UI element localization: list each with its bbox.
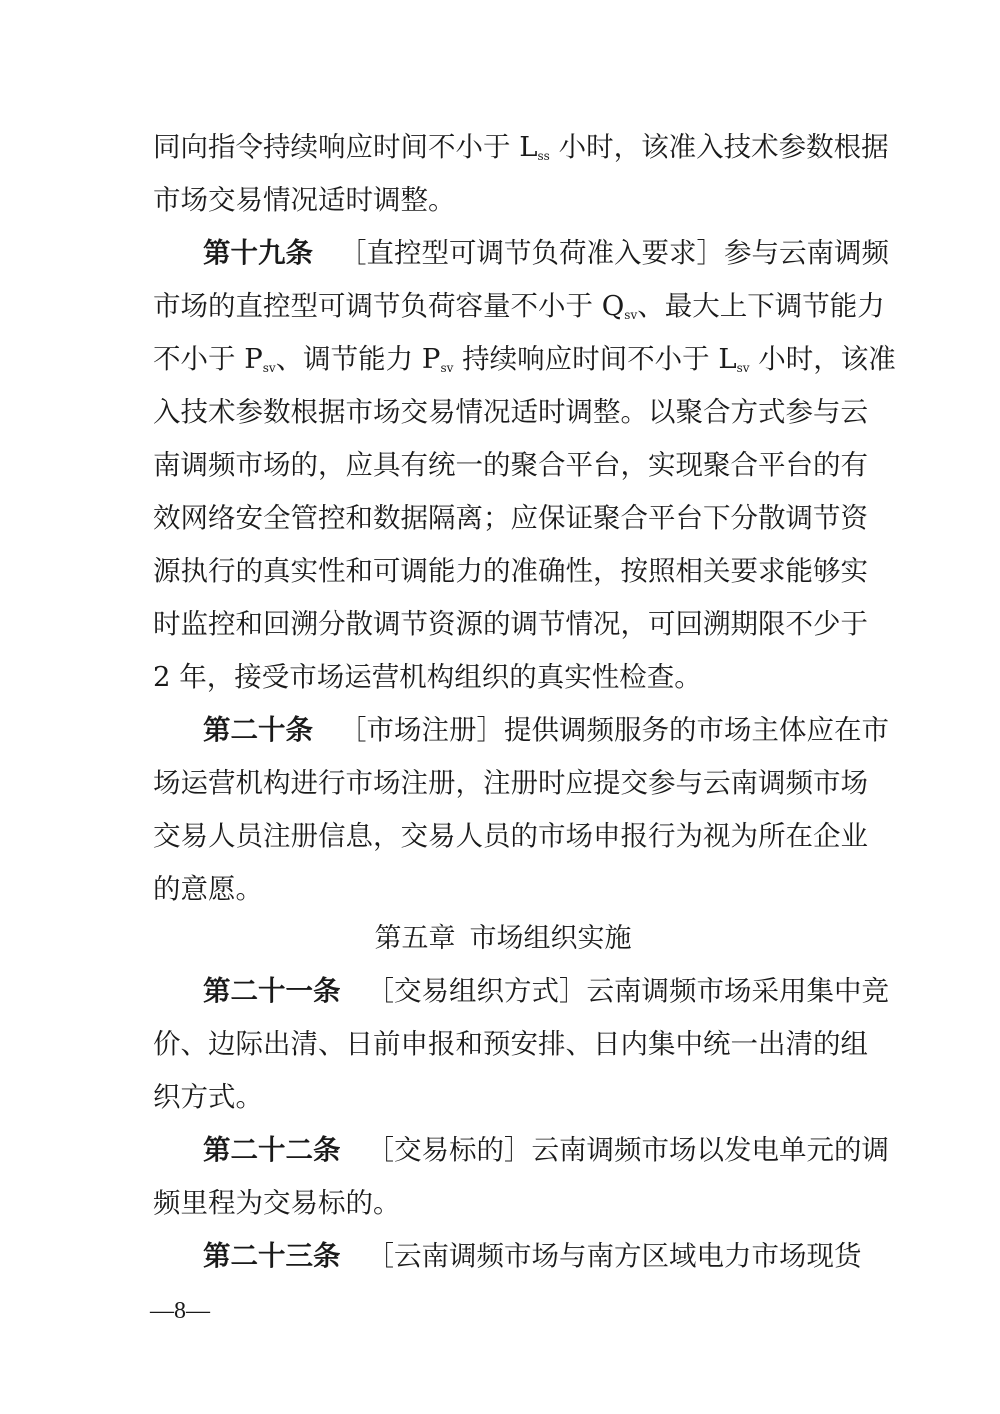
article-title: ［直控型可调节负荷准入要求］参与云南调频	[339, 237, 889, 269]
article-20-heading-line	[203, 710, 889, 750]
article-number: 第二十三条	[203, 1240, 341, 1272]
text-line: 效网络安全管控和数据隔离；应保证聚合平台下分散调节资	[153, 502, 868, 534]
article-title: ［市场注册］提供调频服务的市场主体应在市	[339, 714, 889, 746]
article-number: 第二十二条	[203, 1134, 341, 1166]
text-line: 价、边际出清、日前申报和预安排、日内集中统一出清的组	[153, 1028, 868, 1060]
text-line	[153, 127, 889, 167]
text-run: 市场的直控型可调节负荷容量不小于 Q	[153, 290, 625, 322]
text-run: 、调节能力 P	[275, 343, 441, 375]
text-run: 、最大上下调节能力	[637, 290, 885, 322]
article-number: 第十九条	[203, 237, 313, 269]
chapter-name: 市场组织实施	[469, 923, 632, 954]
chapter-heading	[153, 919, 853, 959]
text-line: 源执行的真实性和可调能力的准确性，按照相关要求能够实	[153, 555, 868, 587]
text-line: 频里程为交易标的。	[153, 1187, 401, 1219]
article-title: ［云南调频市场与南方区域电力市场现货	[366, 1240, 862, 1272]
article-title: ［交易组织方式］云南调频市场采用集中竞	[366, 975, 889, 1007]
text-line: 场运营机构进行市场注册，注册时应提交参与云南调频市场	[153, 767, 868, 799]
text-line: 南调频市场的，应具有统一的聚合平台，实现聚合平台的有	[153, 449, 868, 481]
subscript: sv	[624, 308, 638, 322]
article-21-heading-line	[203, 971, 889, 1011]
text-line	[153, 286, 885, 326]
text-run: 小时，该准	[749, 343, 896, 375]
subscript: ss	[537, 149, 550, 163]
text-line: 市场交易情况适时调整。	[153, 184, 456, 216]
chapter-number: 第五章	[374, 923, 456, 954]
subscript: sv	[440, 361, 454, 375]
text-run: 不小于 P	[153, 343, 263, 375]
page-number: —8—	[150, 1298, 210, 1324]
subscript: sv	[262, 361, 276, 375]
text-line: 入技术参数根据市场交易情况适时调整。以聚合方式参与云	[153, 396, 868, 428]
text-run: 小时，该准入技术参数根据	[549, 131, 889, 163]
text-run: 同向指令持续响应时间不小于 L	[153, 131, 538, 163]
text-line	[153, 339, 896, 379]
text-line: 织方式。	[153, 1081, 263, 1113]
article-22-heading-line	[203, 1130, 889, 1170]
text-line: 时监控和回溯分散调节资源的调节情况，可回溯期限不少于	[153, 608, 868, 640]
text-line: 2 年，接受市场运营机构组织的真实性检查。	[153, 661, 702, 693]
text-line: 交易人员注册信息，交易人员的市场申报行为视为所在企业	[153, 820, 868, 852]
article-23-heading-line	[203, 1236, 862, 1276]
article-number: 第二十条	[203, 714, 313, 746]
text-line: 的意愿。	[153, 873, 263, 905]
article-number: 第二十一条	[203, 975, 341, 1007]
subscript: sv	[736, 361, 750, 375]
article-title: ［交易标的］云南调频市场以发电单元的调	[366, 1134, 889, 1166]
text-run: 持续响应时间不小于 L	[453, 343, 737, 375]
article-19-heading-line	[203, 233, 889, 273]
